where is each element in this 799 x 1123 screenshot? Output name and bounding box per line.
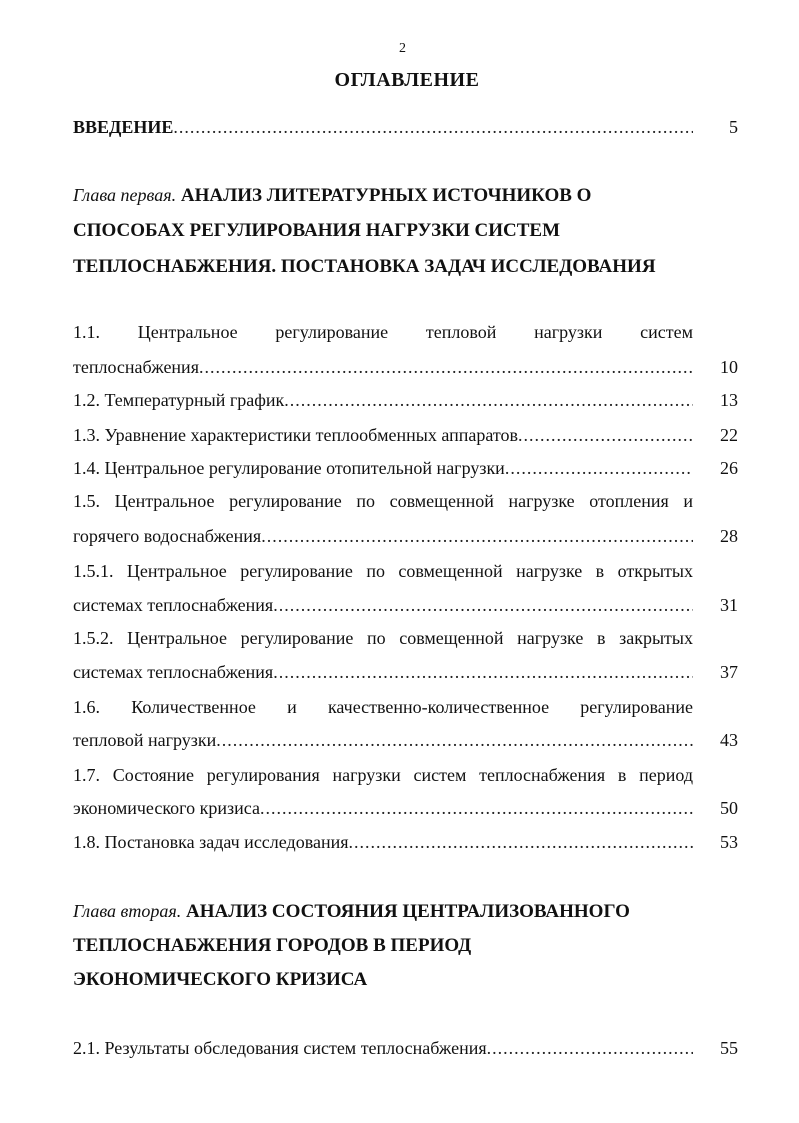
chapter-2-title-line-1 [73,900,753,923]
toc-page-number: 10 [720,357,738,377]
toc-entry-1-1-line-1: 1.1. Центральное регулирование тепловой нагрузки систем [73,322,693,342]
dot-leader [487,1037,693,1059]
dot-leader [273,661,693,683]
toc-entry-1-6 [73,729,693,751]
toc-entry-1-8 [73,831,693,853]
toc-heading: ОГЛАВЛЕНИЕ [334,69,480,91]
chapter-2-title-line-2: ТЕПЛОСНАБЖЕНИЯ ГОРОДОВ В ПЕРИОД [73,935,472,956]
toc-entry-1-1 [73,356,693,378]
dot-leader [505,457,693,479]
dot-leader [348,831,693,853]
toc-page-number: 43 [720,730,738,750]
toc-page-number: 26 [720,458,738,478]
toc-entry-label: теплоснабжения [73,357,199,377]
chapter-2-title-line-3: ЭКОНОМИЧЕСКОГО КРИЗИСА [73,969,368,990]
toc-entry-1-5 [73,525,693,547]
toc-entry-label: 2.1. Результаты обследования систем теплоснабжения [73,1038,487,1058]
toc-entry-label: 1.2. Температурный график [73,390,285,410]
toc-entry-1-2 [73,389,693,411]
dot-leader [260,797,693,819]
toc-entry-label: 1.4. Центральное регулирование отопительной нагрузки [73,458,505,478]
toc-page-number: 37 [720,662,738,682]
toc-page-number: 28 [720,526,738,546]
chapter-2-prefix: Глава вторая. [73,901,182,921]
chapter-2-title-text: АНАЛИЗ СОСТОЯНИЯ ЦЕНТРАЛИЗОВАННОГО [185,901,630,922]
toc-entry-1-5-2-line-1: 1.5.2. Центральное регулирование по совмещенной нагрузке в закрытых [73,628,693,648]
toc-page-number: 31 [720,595,738,615]
toc-entry-label: тепловой нагрузки [73,730,217,750]
page-number: 2 [399,41,406,56]
chapter-1-title-line-3: ТЕПЛОСНАБЖЕНИЯ. ПОСТАНОВКА ЗАДАЧ ИССЛЕДОВАНИЯ [73,256,656,277]
toc-entry-label: системах теплоснабжения [73,662,274,682]
toc-entry-1-4 [73,457,693,479]
toc-page-number: 13 [720,390,738,410]
toc-entry-1-5-1-line-1: 1.5.1. Центральное регулирование по совмещенной нагрузке в открытых [73,561,693,581]
toc-entry-label: системах теплоснабжения [73,595,274,615]
toc-entry-1-5-line-1: 1.5. Центральное регулирование по совмещенной нагрузке отопления и [73,491,693,511]
toc-entry-1-7-line-1: 1.7. Состояние регулирования нагрузки систем теплоснабжения в период [73,765,693,785]
dot-leader [199,356,693,378]
toc-entry-1-6-line-1: 1.6. Количественное и качественно-количественное регулирование [73,697,693,717]
dot-leader [173,116,693,138]
dot-leader [261,525,693,547]
toc-entry-1-5-1 [73,594,693,616]
dot-leader [273,594,693,616]
toc-page-number: 22 [720,425,738,445]
dot-leader [284,389,693,411]
toc-entry-2-1 [73,1037,693,1059]
toc-entry-label: экономического кризиса [73,798,260,818]
toc-entry-label: горячего водоснабжения [73,526,262,546]
chapter-1-title-line-2: СПОСОБАХ РЕГУЛИРОВАНИЯ НАГРУЗКИ СИСТЕМ [73,220,561,241]
dot-leader [216,729,693,751]
toc-entry-label: 1.3. Уравнение характеристики теплообменных аппаратов [73,425,518,445]
chapter-1-title-text: АНАЛИЗ ЛИТЕРАТУРНЫХ ИСТОЧНИКОВ О [180,185,592,206]
toc-page-number: 5 [729,117,738,137]
toc-page-number: 55 [720,1038,738,1058]
toc-entry-label: ВВЕДЕНИЕ [73,117,174,137]
toc-entry-intro [73,116,693,138]
toc-entry-1-5-2 [73,661,693,683]
toc-page-number: 53 [720,832,738,852]
toc-entry-label: 1.8. Постановка задач исследования [73,832,349,852]
toc-page-number: 50 [720,798,738,818]
toc-entry-1-7 [73,797,693,819]
toc-entry-1-3 [73,424,693,446]
chapter-1-prefix: Глава первая. [73,185,177,205]
chapter-1-title-line-1 [73,184,753,207]
dot-leader [518,424,693,446]
